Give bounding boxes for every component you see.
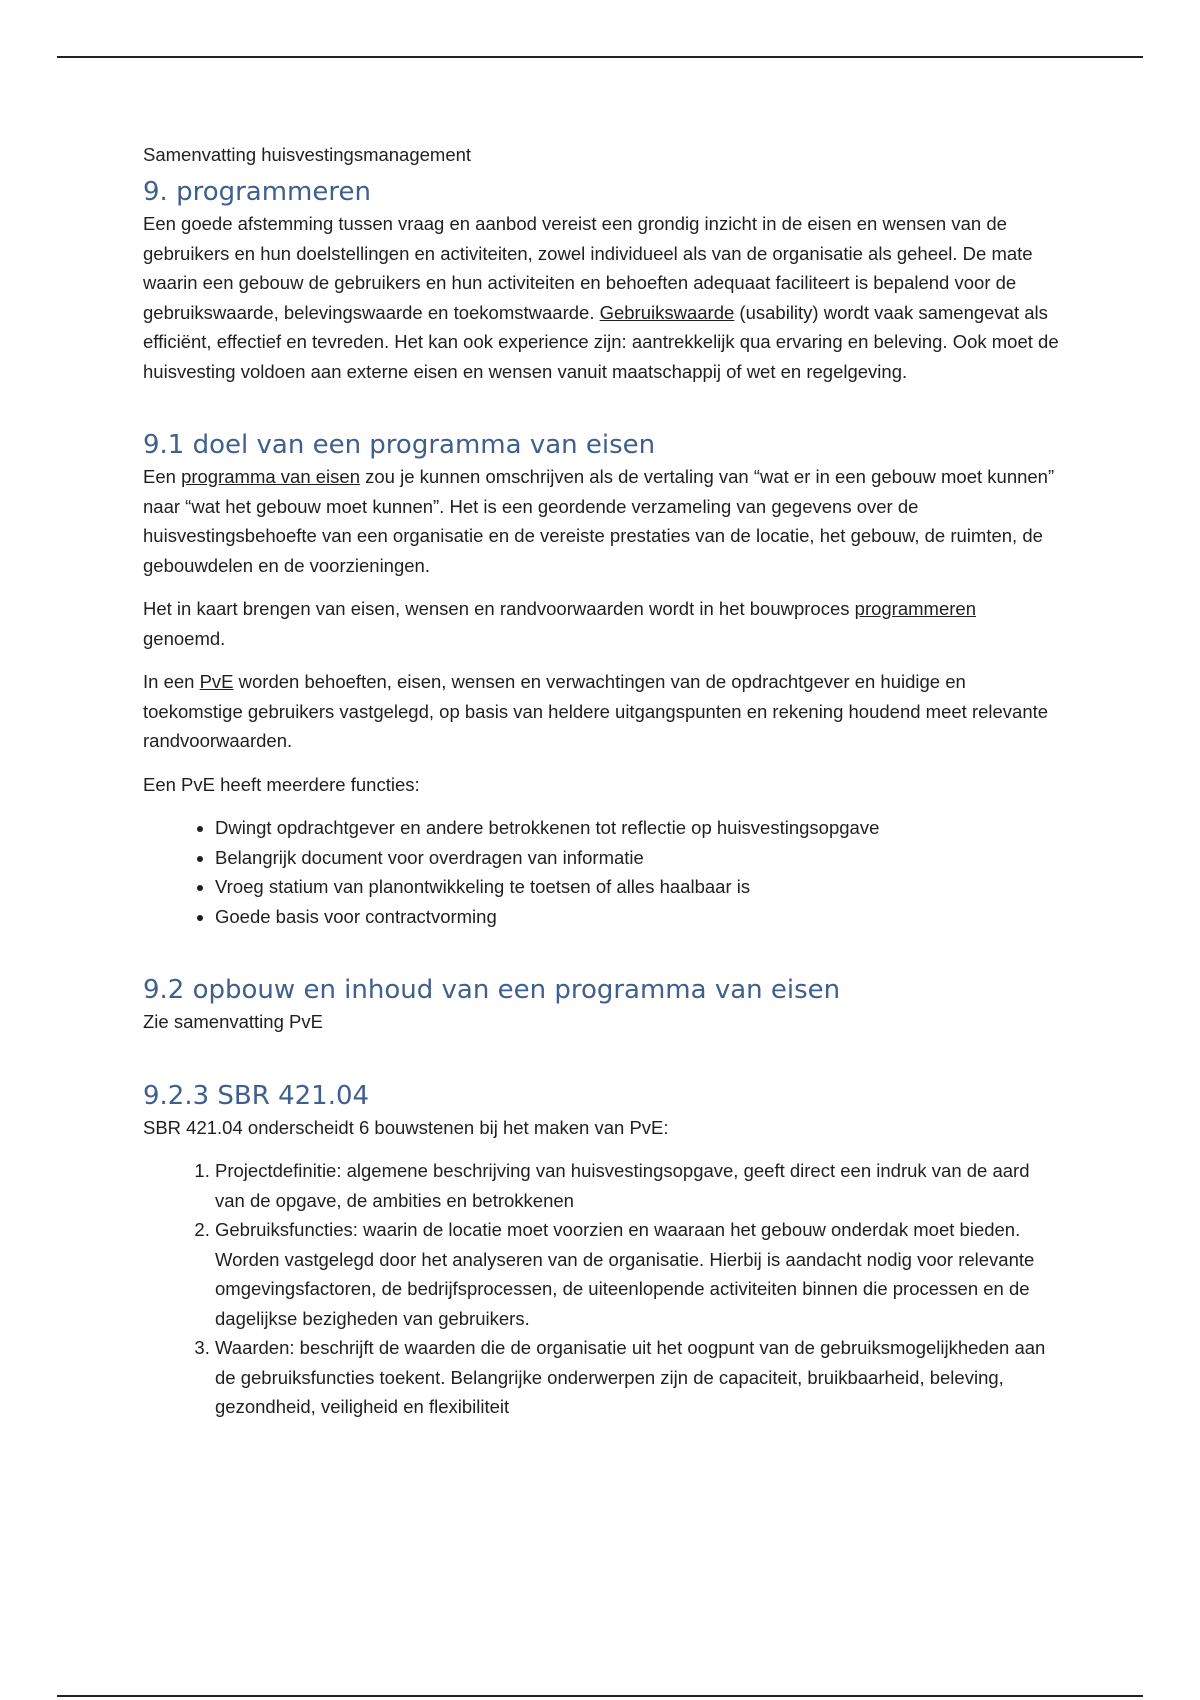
document-title: Samenvatting huisvestingsmanagement (143, 144, 472, 165)
text-run: Een goede afstemming tussen vraag en aanbod vereist een grondig inzicht in de eisen en wensen van de gebruikers en hun doelstellingen en activiteiten, zowel individueel als van de organisatie als geheel. De mate waarin een gebouw de gebruikers en hun activiteiten en behoeften adequaat faciliteert is bepalend voor de gebruikswaarde, belevingswaarde en toekomstwaarde. (143, 213, 1033, 323)
paragraph-programmeren-term (143, 594, 1063, 653)
text-run: (usability) wordt vaak samengevat als efficiënt, effectief en tevreden. Het kan ook experience zijn: aantrekkelijk qua ervaring en beleving. Ook moet de huisvesting voldoen aan externe eisen en wensen vanuit maatschappij of wet en regelgeving. (143, 301, 1059, 382)
text-run: worden behoeften, eisen, wensen en verwachtingen van de opdrachtgever en huidige en toekomstige gebruikers vastgelegd, op basis van heldere uitgangspunten en rekening houdend meet relevante randvoorwaarden. (143, 671, 1049, 751)
paragraph-zie-samenvatting: Zie samenvatting PvE (143, 1011, 323, 1032)
underlined-term: programmeren (854, 598, 976, 619)
footer-rule (57, 1695, 1143, 1697)
heading-doel-pve: 9.1 doel van een programma van eisen (143, 430, 656, 460)
paragraph-sbr-intro: SBR 421.04 onderscheidt 6 bouwstenen bij het maken van PvE: (143, 1116, 669, 1138)
paragraph-pve-content (143, 667, 1063, 756)
document-page (143, 140, 1063, 1436)
header-rule (57, 56, 1143, 58)
list-item: • Belangrijk document voor overdragen van informatie (215, 843, 1063, 873)
heading-programmeren: 9. programmeren (143, 177, 371, 207)
underlined-term: Gebruikswaarde (599, 301, 735, 323)
paragraph-pve-functions-intro: Een PvE heeft meerdere functies: (143, 773, 420, 795)
underlined-term: programma van eisen (181, 466, 360, 487)
text-run: zou je kunnen omschrijven als de vertaling van “wat er in een gebouw moet kunnen” naar “wat het gebouw moet kunnen”. Het is een geordende verzameling van gegevens over de huisvestingsbehoefte van een organisatie en de vereiste prestaties van de locatie, het gebouw, de ruimten, de gebouwdelen en de voorzieningen. (143, 466, 1055, 576)
sbr-bouwstenen-list (143, 1156, 1063, 1422)
list-item: 2. Gebruiksfuncties: waarin de locatie moet voorzien en waaraan het gebouw onderdak moet bieden. Worden vastgelegd door het analyseren van de organisatie. Hierbij is aandacht nodig voor relevante omgevingsfactoren, de bedrijfsprocessen, de uiteenlopende activiteiten binnen die processen en de dagelijkse bezigheden van gebruikers. (215, 1215, 1063, 1333)
list-item: 3. Waarden: beschrijft de waarden die de organisatie uit het oogpunt van de gebruiksmogelijkheden aan de gebruiksfuncties toekent. Belangrijke onderwerpen zijn de capaciteit, bruikbaarheid, beleving, gezondheid, veiligheid en flexibiliteit (215, 1333, 1063, 1422)
pve-functions-list (143, 813, 1063, 931)
text-run: In een (143, 671, 200, 692)
list-item: • Dwingt opdrachtgever en andere betrokkenen tot reflectie op huisvestingsopgave (215, 813, 1063, 843)
heading-sbr: 9.2.3 SBR 421.04 (143, 1080, 370, 1111)
text-run: genoemd. (143, 627, 226, 649)
list-item: • Vroeg statium van planontwikkeling te toetsen of alles haalbaar is (215, 872, 1063, 902)
heading-opbouw-pve: 9.2 opbouw en inhoud van een programma van eisen (143, 975, 841, 1005)
text-run: Het in kaart brengen van eisen, wensen en randvoorwaarden wordt in het bouwproces (143, 598, 855, 619)
paragraph-pve-definition (143, 462, 1063, 580)
list-item: • Goede basis voor contractvorming (215, 902, 1063, 932)
list-item: 1. Projectdefinitie: algemene beschrijving van huisvestingsopgave, geeft direct een indruk van de aard van de opgave, de ambities en betrokkenen (215, 1156, 1063, 1215)
paragraph-programmeren (143, 209, 1063, 386)
underlined-term: PvE (199, 671, 234, 692)
text-run: Een (143, 466, 182, 487)
